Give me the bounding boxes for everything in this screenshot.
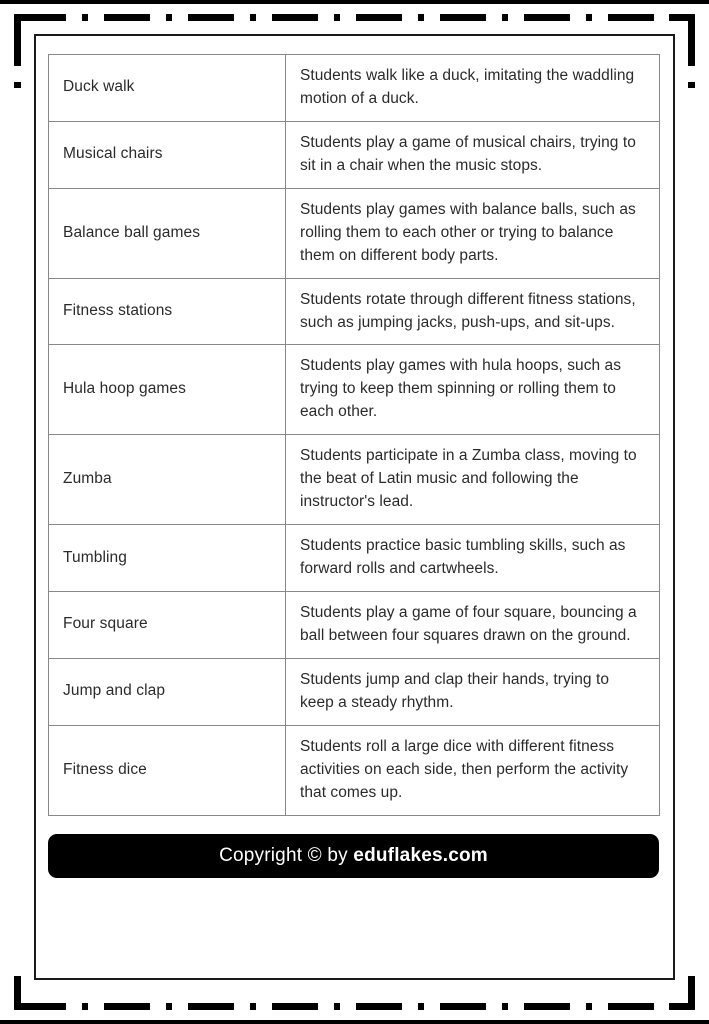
activity-description-cell: Students rotate through different fitness stations, such as jumping jacks, push-ups, and sit-ups. [286, 278, 660, 345]
table-row [49, 658, 660, 725]
decorative-corner-top-left [14, 14, 21, 48]
table-row [49, 725, 660, 815]
table-row [49, 525, 660, 592]
activity-name-cell: Fitness stations [49, 278, 286, 345]
activity-description-cell: Students play a game of four square, bouncing a ball between four squares drawn on the ground. [286, 591, 660, 658]
activity-name-cell: Balance ball games [49, 188, 286, 278]
table-row [49, 345, 660, 435]
decorative-corner-bottom-left [14, 976, 21, 1010]
page-bottom-edge-rule [0, 1020, 709, 1024]
activity-description-cell: Students walk like a duck, imitating the waddling motion of a duck. [286, 55, 660, 122]
activity-name-cell: Four square [49, 591, 286, 658]
activity-name-cell: Musical chairs [49, 121, 286, 188]
table-row [49, 121, 660, 188]
table-row [49, 278, 660, 345]
copyright-text [219, 845, 488, 867]
activity-table [48, 54, 660, 816]
activity-table-body [49, 55, 660, 816]
activity-description-cell: Students participate in a Zumba class, moving to the beat of Latin music and following the instructor's lead. [286, 435, 660, 525]
page-top-edge-rule [0, 0, 709, 4]
decorative-border-bottom [20, 1003, 689, 1010]
decorative-corner-top-right [688, 14, 695, 48]
decorative-border-right [688, 20, 695, 1004]
activity-description-cell: Students play games with balance balls, such as rolling them to each other or trying to balance them on different body parts. [286, 188, 660, 278]
decorative-border-left [14, 20, 21, 1004]
table-row [49, 435, 660, 525]
worksheet-content [48, 54, 659, 960]
activity-description-cell: Students play a game of musical chairs, trying to sit in a chair when the music stops. [286, 121, 660, 188]
activity-description-cell: Students practice basic tumbling skills, such as forward rolls and cartwheels. [286, 525, 660, 592]
decorative-corner-bottom-right [688, 976, 695, 1010]
table-row [49, 55, 660, 122]
activity-description-cell: Students jump and clap their hands, trying to keep a steady rhythm. [286, 658, 660, 725]
table-row [49, 591, 660, 658]
activity-name-cell: Hula hoop games [49, 345, 286, 435]
activity-description-cell: Students play games with hula hoops, such as trying to keep them spinning or rolling them to each other. [286, 345, 660, 435]
table-row [49, 188, 660, 278]
activity-name-cell: Tumbling [49, 525, 286, 592]
brand-name: eduflakes.com [353, 844, 488, 866]
decorative-border-top [20, 14, 689, 21]
activity-name-cell: Jump and clap [49, 658, 286, 725]
activity-description-cell: Students roll a large dice with different fitness activities on each side, then perform the activity that comes up. [286, 725, 660, 815]
copyright-prefix: Copyright © by [219, 844, 354, 866]
activity-name-cell: Zumba [49, 435, 286, 525]
activity-name-cell: Fitness dice [49, 725, 286, 815]
activity-name-cell: Duck walk [49, 55, 286, 122]
copyright-banner [48, 834, 659, 878]
